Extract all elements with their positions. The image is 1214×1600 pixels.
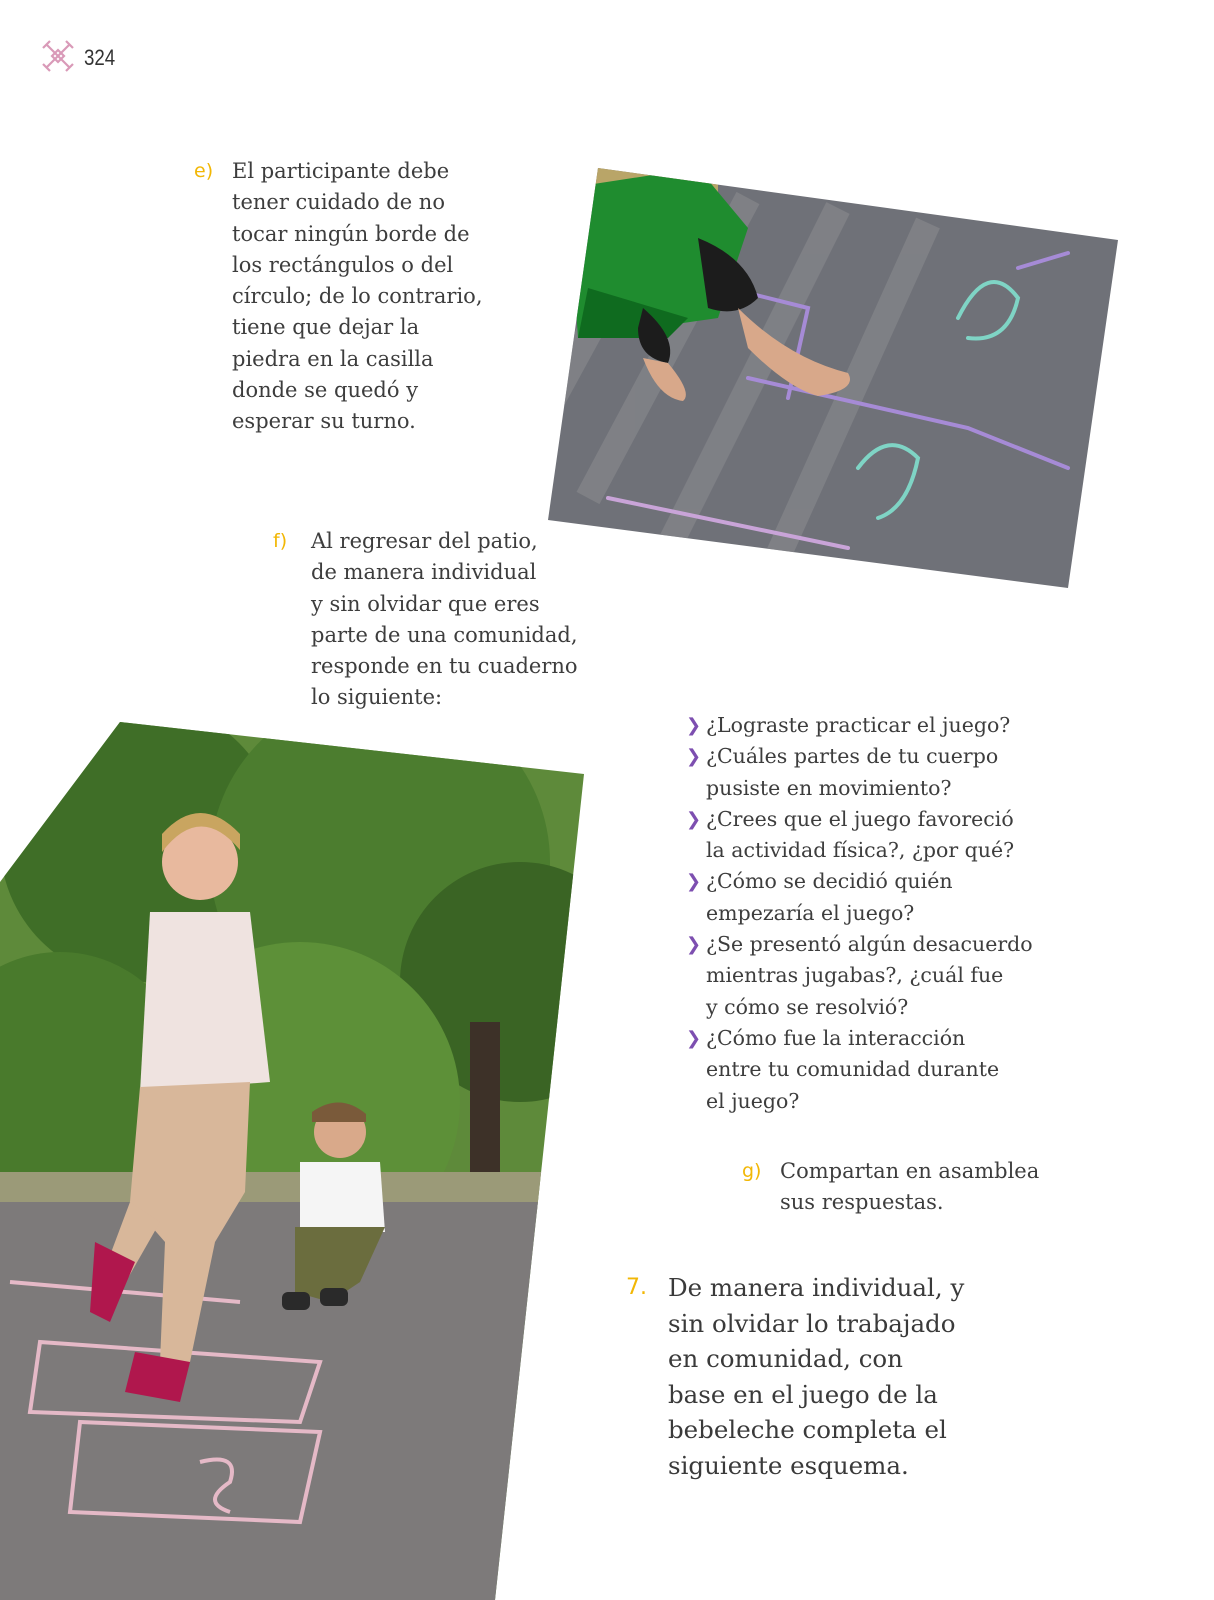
- chevron-right-icon: ❯: [686, 871, 702, 893]
- question-list: [684, 710, 1033, 1117]
- list-item: ❯ ¿Cómo se decidió quién empezaría el juego?: [684, 866, 1033, 929]
- list-item: ❯ ¿Lograste practicar el juego?: [684, 710, 1033, 741]
- page-number: 324: [84, 45, 116, 70]
- list-item: ❯ ¿Crees que el juego favoreció la actividad física?, ¿por qué?: [684, 804, 1033, 867]
- step-text: Compartan en asamblea sus respuestas.: [780, 1159, 1040, 1215]
- list-item: ❯ ¿Cómo fue la interacción entre tu comunidad durante el juego?: [684, 1023, 1033, 1117]
- step-text: El participante debe tener cuidado de no tocar ningún borde de los rectángulos o del círculo; de lo contrario, tiene que dejar la piedra en la casilla donde se quedó y esperar su turno.: [232, 159, 483, 434]
- activity-number: 7.: [626, 1275, 647, 1300]
- step-f: [273, 526, 578, 714]
- chevron-right-icon: ❯: [686, 1027, 702, 1049]
- chevron-right-icon: ❯: [686, 715, 702, 736]
- step-letter: e): [194, 160, 214, 182]
- step-g: [742, 1156, 1040, 1219]
- step-e: [194, 156, 483, 438]
- step-text: Al regresar del patio, de manera individual y sin olvidar que eres parte de una comunidad, responde en tu cuaderno lo siguiente:: [311, 529, 578, 710]
- step-letter: g): [742, 1160, 762, 1182]
- list-item: ❯ ¿Cuáles partes de tu cuerpo pusiste en movimiento?: [684, 741, 1033, 804]
- step-letter: f): [273, 530, 288, 552]
- activity-7: [626, 1270, 965, 1484]
- chevron-right-icon: ❯: [686, 746, 702, 768]
- hopscotch-feet-photo: [548, 168, 1118, 588]
- activity-text: De manera individual, y sin olvidar lo trabajado en comunidad, con base en el juego de la bebeleche completa el siguiente esquema.: [668, 1273, 965, 1480]
- chevron-right-icon: ❯: [686, 934, 702, 956]
- children-hopscotch-photo: [0, 722, 584, 1600]
- list-item: ❯ ¿Se presentó algún desacuerdo mientras jugabas?, ¿cuál fue y cómo se resolvió?: [684, 929, 1033, 1023]
- decorative-star-icon: [40, 38, 76, 78]
- chevron-right-icon: ❯: [686, 808, 702, 830]
- page-header: [40, 38, 121, 78]
